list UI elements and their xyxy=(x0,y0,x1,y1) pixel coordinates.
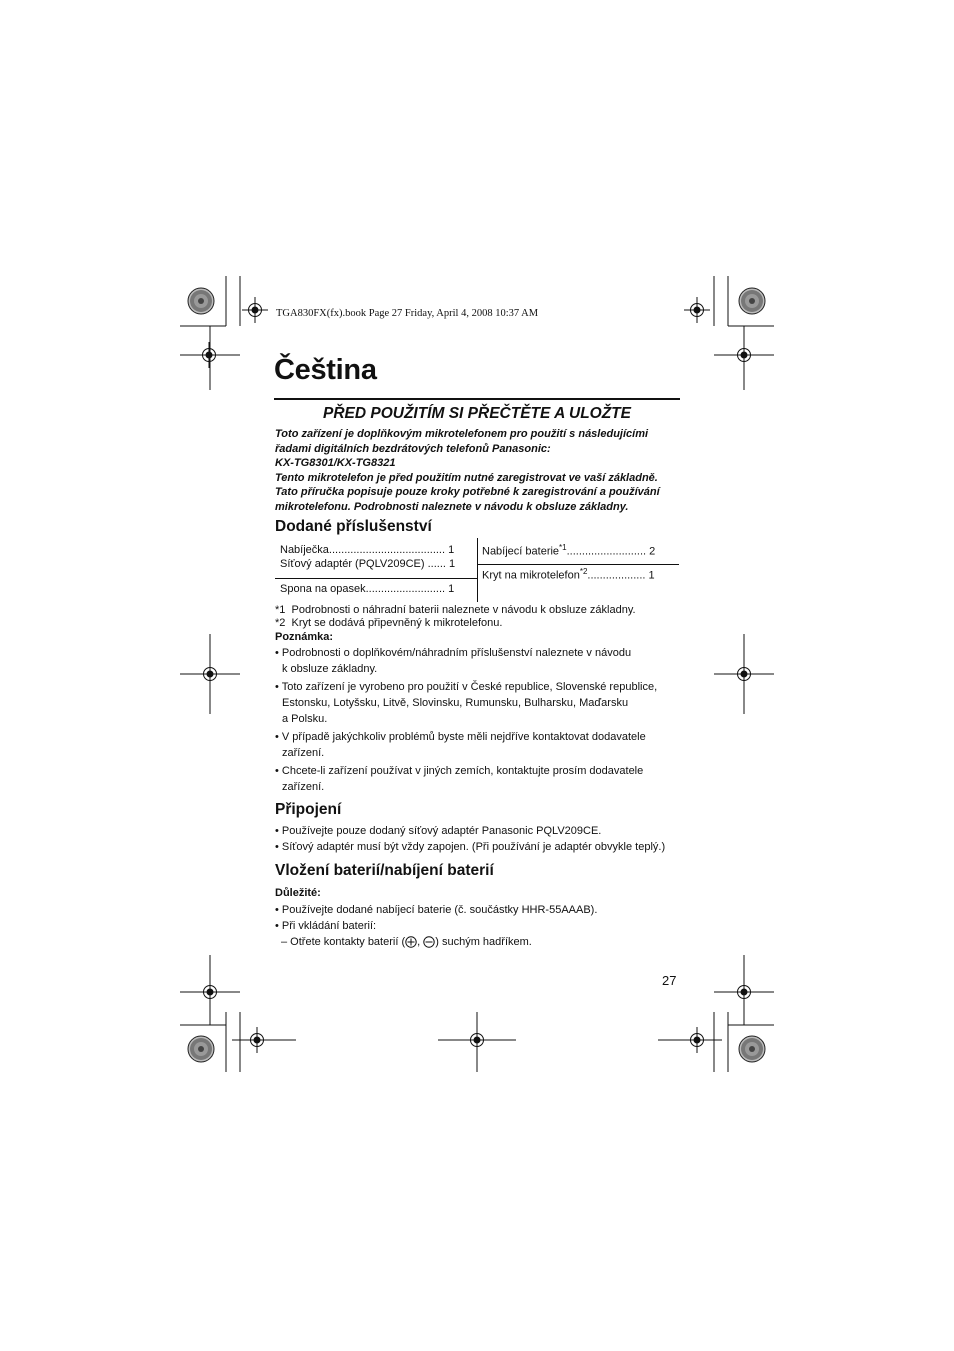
list-item: • Chcete-li zařízení používat v jiných zemích, kontaktujte prosím dodavatele zařízení. xyxy=(275,765,644,793)
registration-sunburst-icon xyxy=(739,288,765,314)
list-item: • V případě jakýchkoliv problémů byste měli nejdříve kontaktovat dodavatele zařízení. xyxy=(275,731,646,759)
note-label: Poznámka: xyxy=(275,631,334,643)
list-item: • Při vkládání baterií: xyxy=(275,920,377,932)
footnote-ref: *1 xyxy=(559,543,567,552)
title-rule xyxy=(274,398,680,400)
important-label: Důležité: xyxy=(275,887,321,899)
accessory-label: Kryt na mikrotelefon xyxy=(482,569,580,582)
accessory-item: Spona na opasek.......................... 1 xyxy=(280,583,455,595)
accessory-item: Nabíječka...................................... 1 xyxy=(280,544,455,556)
accessories-heading: Dodané příslušenství xyxy=(275,518,432,535)
battery-list xyxy=(275,902,695,950)
list-item: • Používejte pouze dodaný síťový adaptér Panasonic PQLV209CE. xyxy=(275,825,602,837)
crosshair-icon xyxy=(197,979,223,1005)
crosshair-icon xyxy=(196,342,222,368)
intro-line: KX-TG8301/KX-TG8321 xyxy=(275,457,396,469)
footnote: *1 Podrobnosti o náhradní baterii naleznete v návodu k obsluze základny. xyxy=(275,604,636,616)
table-divider xyxy=(477,538,478,602)
table-divider xyxy=(275,578,477,579)
read-before-use-heading: PŘED POUŽITÍM SI PŘEČTĚTE A ULOŽTE xyxy=(322,405,631,422)
accessory-item xyxy=(482,543,655,558)
plus-terminal-icon xyxy=(405,936,417,948)
minus-terminal-icon xyxy=(423,936,435,948)
page-number: 27 xyxy=(662,973,677,988)
notes-list xyxy=(275,645,695,795)
connection-list xyxy=(275,823,695,855)
list-item: • Toto zařízení je vyrobeno pro použití v České republice, Slovenské republice, Estonsku, Lotyšsku, Litvě, Slovinsku, Rumunsku, Bulharsku, Maďarsku a Polsku. xyxy=(275,681,658,725)
intro-paragraph xyxy=(275,427,685,514)
crosshair-icon xyxy=(197,661,223,687)
intro-line: Toto zařízení je doplňkovým mikrotelefonem pro použití s následujícími xyxy=(275,428,649,440)
crosshair-icon xyxy=(731,979,757,1005)
registration-sunburst-icon xyxy=(188,288,214,314)
intro-line: Tato příručka popisuje pouze kroky potřebné k zaregistrování a používání xyxy=(275,486,660,498)
registration-sunburst-icon xyxy=(188,1036,214,1062)
crosshair-icon xyxy=(244,1027,270,1053)
list-item: – Otřete kontakty baterií ( , ) suchým hadříkem. xyxy=(281,936,532,948)
registration-sunburst-icon xyxy=(739,1036,765,1062)
battery-heading: Vložení baterií/nabíjení baterií xyxy=(275,862,494,879)
crosshair-icon xyxy=(731,342,757,368)
intro-line: mikrotelefonu. Podrobnosti naleznete v návodu k obsluze základny. xyxy=(275,500,629,513)
table-divider xyxy=(477,564,679,565)
crosshair-icon xyxy=(242,297,268,323)
footnote: *2 Kryt se dodává připevněný k mikrotelefonu. xyxy=(275,617,503,629)
accessory-dots: ................... 1 xyxy=(587,569,655,582)
accessory-item: Síťový adaptér (PQLV209CE) ...... 1 xyxy=(280,558,456,570)
crosshair-icon xyxy=(731,661,757,687)
intro-line: řadami digitálních bezdrátových telefonů Panasonic: xyxy=(275,442,551,455)
connection-heading: Připojení xyxy=(275,801,342,818)
accessory-label: Nabíjecí baterie xyxy=(482,545,560,558)
book-header-line: TGA830FX(fx).book Page 27 Friday, April 4, 2008 10:37 AM xyxy=(276,308,539,319)
accessory-dots: .......................... 2 xyxy=(566,545,656,558)
footnote-ref: *2 xyxy=(579,567,588,576)
intro-line: Tento mikrotelefon je před použitím nutné zaregistrovat ve vaší základně. xyxy=(275,471,658,484)
accessory-item xyxy=(482,567,655,582)
crosshair-icon xyxy=(684,297,710,323)
page-title: Čeština xyxy=(274,354,377,386)
accessories-table xyxy=(275,538,679,602)
list-item: • Používejte dodané nabíjecí baterie (č. součástky HHR-55AAAB). xyxy=(275,904,598,916)
list-item: • Síťový adaptér musí být vždy zapojen. (Při používání je adaptér obvykle teplý.) xyxy=(275,841,666,853)
list-item: • Podrobnosti o doplňkovém/náhradním příslušenství naleznete v návodu k obsluze základny. xyxy=(275,647,632,675)
crosshair-icon xyxy=(684,1027,710,1053)
crosshair-icon xyxy=(464,1027,490,1053)
